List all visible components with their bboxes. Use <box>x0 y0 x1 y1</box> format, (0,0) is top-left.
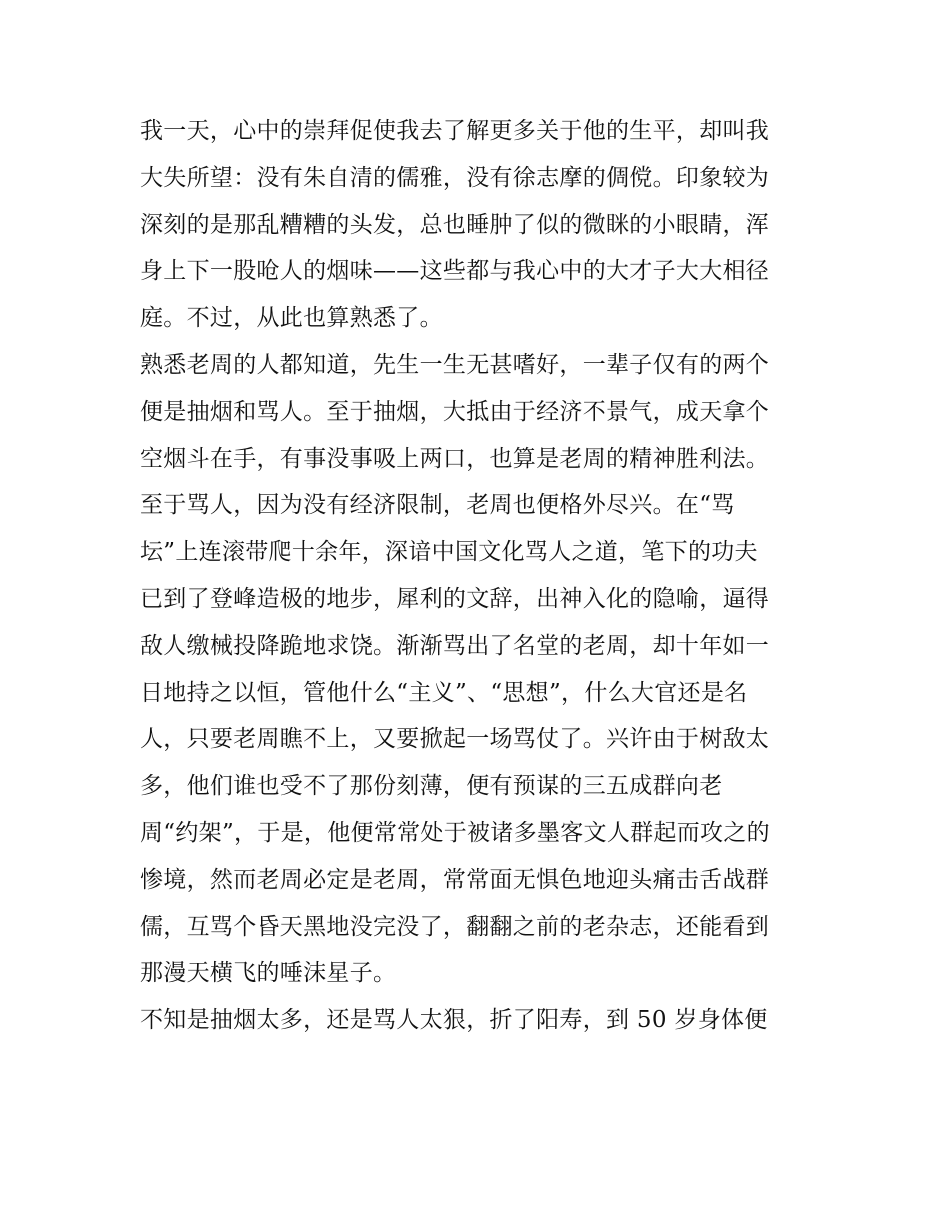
text-line: 我一天，心中的崇拜促使我去了解更多关于他的生平，却叫我 <box>140 118 770 144</box>
text-line: 大失所望：没有朱自清的儒雅，没有徐志摩的倜傥。印象较为 <box>140 164 770 191</box>
text-line: 身上下一股呛人的烟味——这些都与我心中的大才子大大相径 <box>140 258 770 285</box>
text-line: 坛”上连滚带爬十余年，深谙中国文化骂人之道，笔下的功夫 <box>140 539 758 566</box>
text-line: 不知是抽烟太多，还是骂人太狠，折了阳寿，到 50 岁身体便 <box>140 1007 768 1034</box>
text-line: 已到了登峰造极的地步，犀利的文辞，出神入化的隐喻，逼得 <box>140 585 770 612</box>
body-text <box>140 108 820 1044</box>
text-line: 多，他们谁也受不了那份刻薄，便有预谋的三五成群向老 <box>140 773 723 800</box>
text-line: 至于骂人，因为没有经济限制，老周也便格外尽兴。在“骂 <box>140 492 735 519</box>
text-line: 那漫天横飞的唾沫星子。 <box>140 960 397 987</box>
text-line: 空烟斗在手，有事没事吸上两口，也算是老周的精神胜利法。 <box>140 445 770 472</box>
text-line: 儒，互骂个昏天黑地没完没了，翻翻之前的老杂志，还能看到 <box>140 913 770 940</box>
text-line: 周“约架”，于是，他便常常处于被诸多墨客文人群起而攻之的 <box>140 819 770 846</box>
text-line: 敌人缴械投降跪地求饶。渐渐骂出了名堂的老周，却十年如一 <box>140 632 770 659</box>
text-line: 庭。不过，从此也算熟悉了。 <box>140 305 443 332</box>
text-line: 熟悉老周的人都知道，先生一生无甚嗜好，一辈子仅有的两个 <box>140 351 770 378</box>
text-line: 深刻的是那乱糟糟的头发，总也睡肿了似的微眯的小眼睛，浑 <box>140 211 770 238</box>
text-line: 便是抽烟和骂人。至于抽烟，大抵由于经济不景气，成天拿个 <box>140 398 770 425</box>
text-line: 人，只要老周瞧不上，又要掀起一场骂仗了。兴许由于树敌太 <box>140 726 770 753</box>
text-line: 惨境，然而老周必定是老周，常常面无惧色地迎头痛击舌战群 <box>140 866 770 893</box>
text-line: 日地持之以恒，管他什么“主义”、“思想”，什么大官还是名 <box>140 679 748 706</box>
